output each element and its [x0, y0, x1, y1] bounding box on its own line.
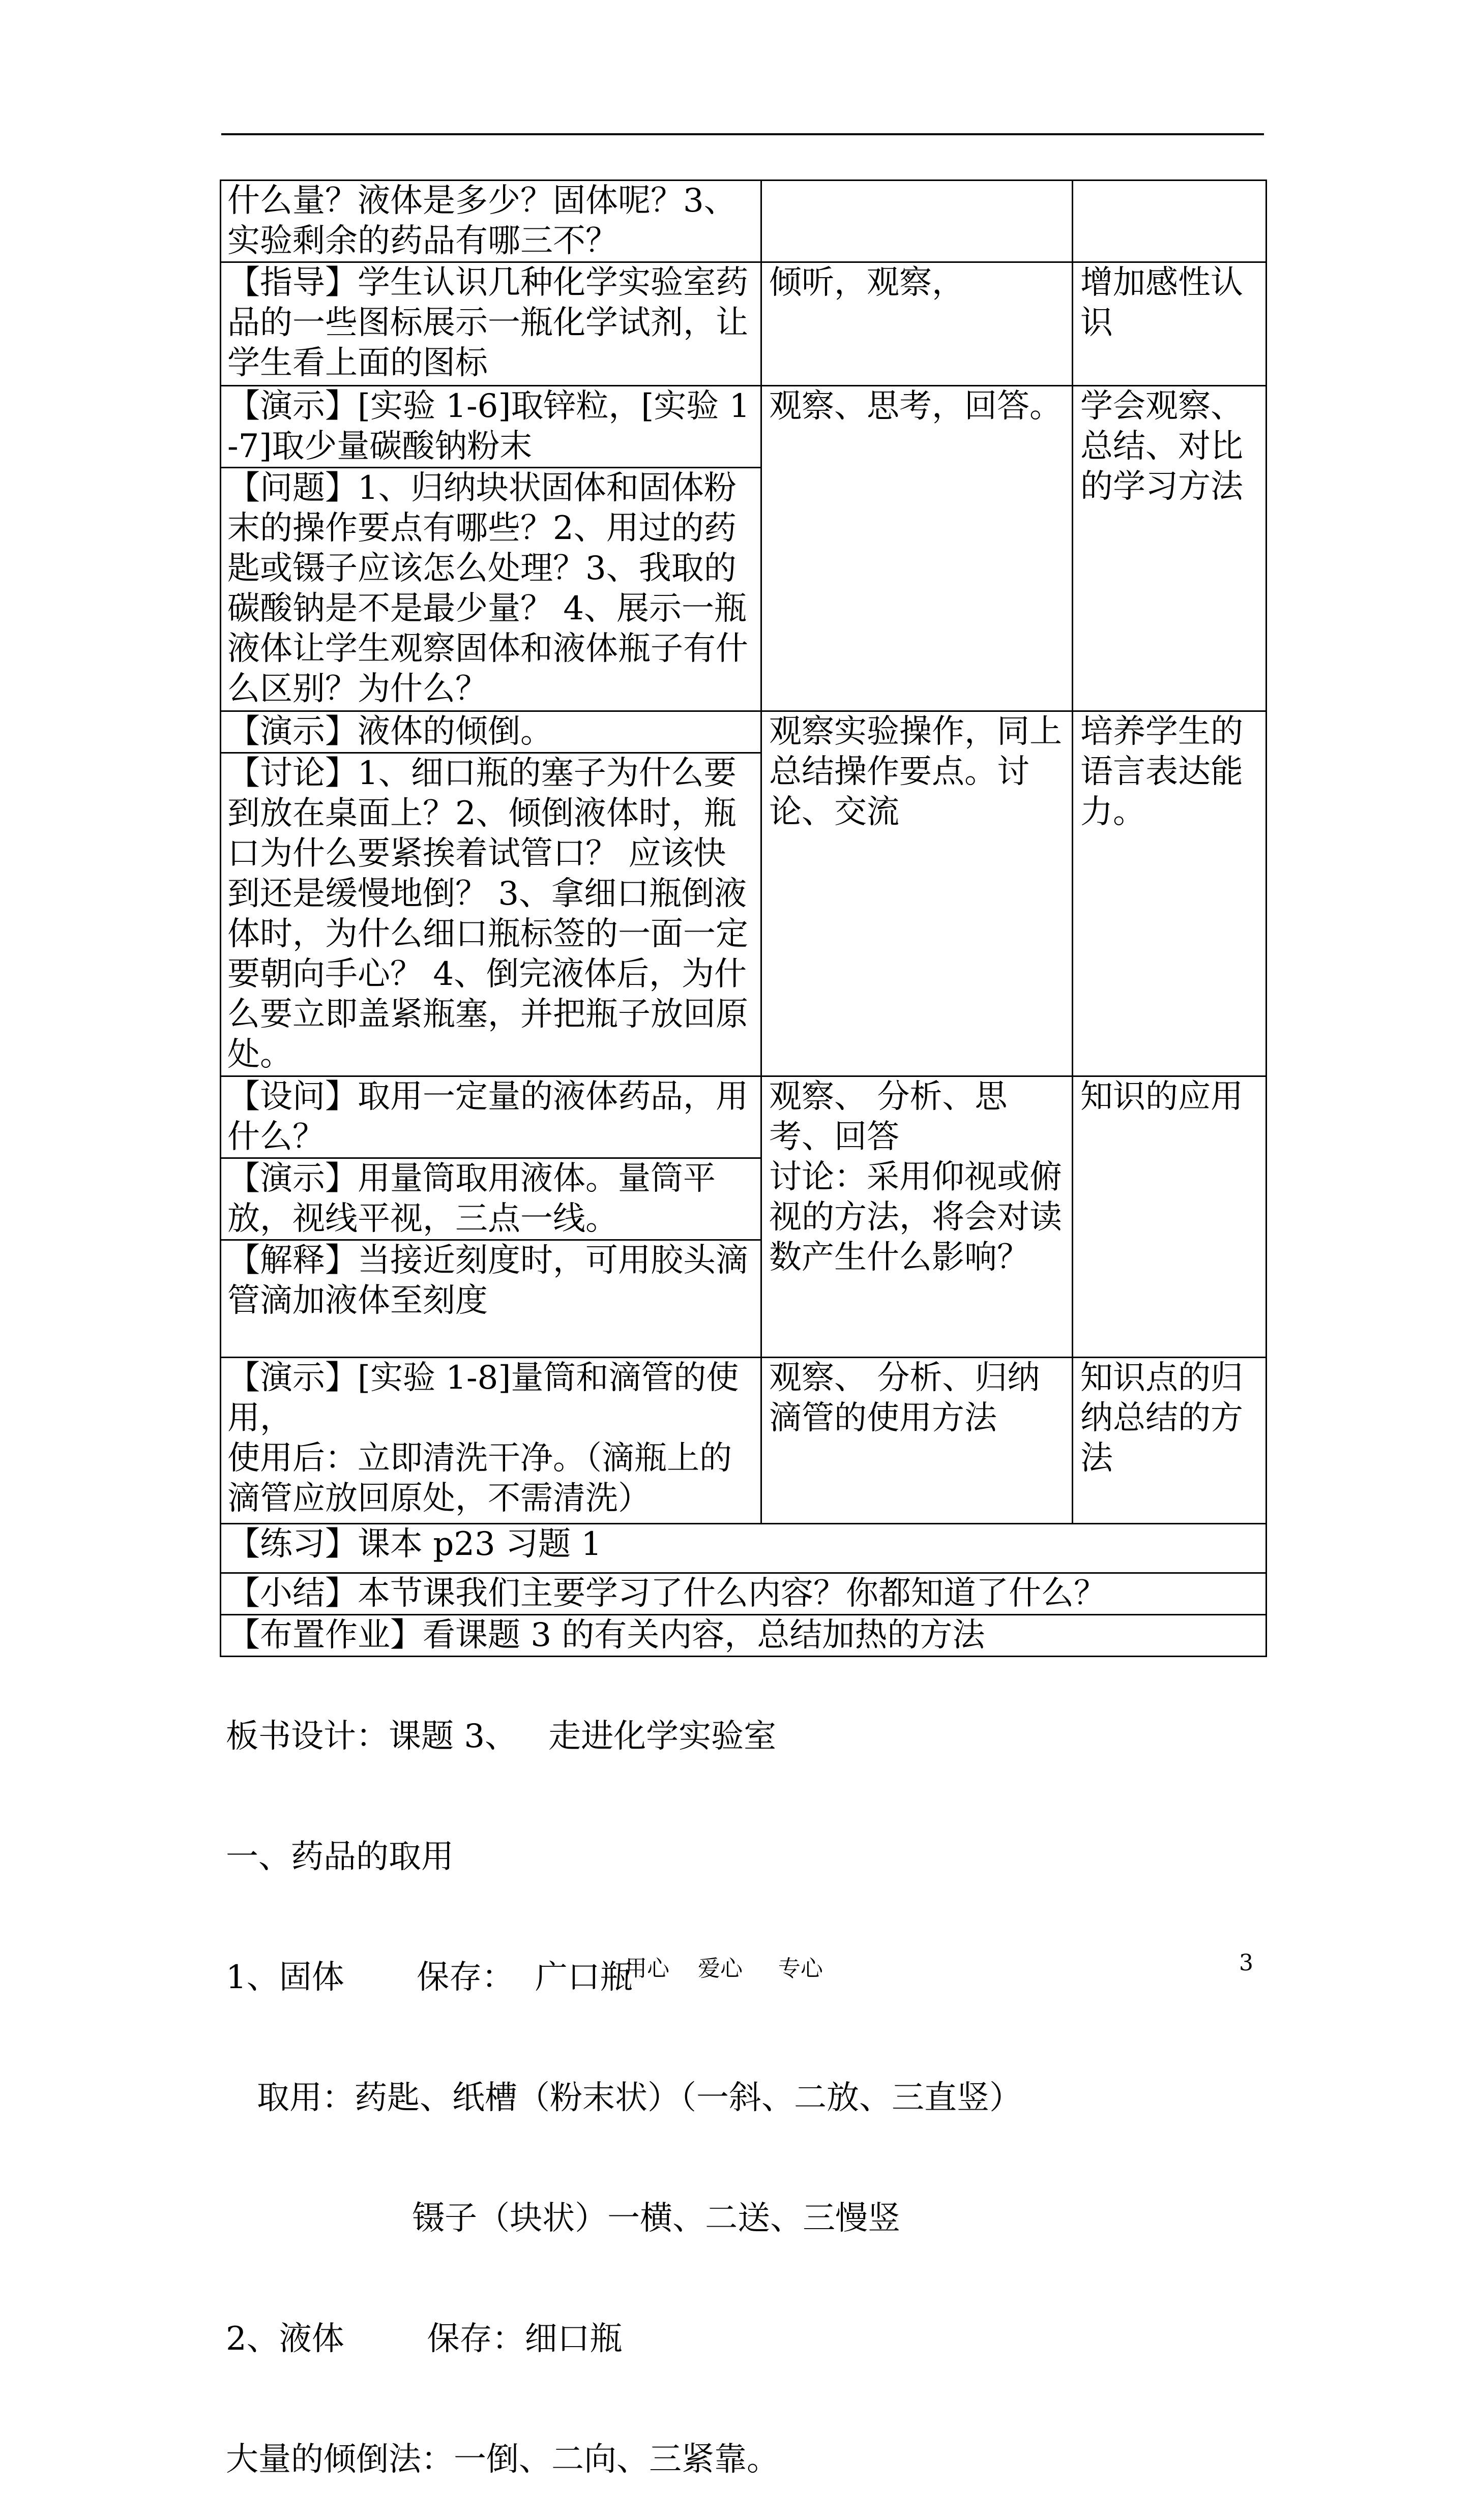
lesson-plan-table — [220, 179, 1267, 1657]
student-activity-cell — [761, 262, 1073, 386]
student-activity-cell — [761, 1358, 1073, 1524]
cell-text: 观察实验操作，同上总结操作要点。讨论、交流 — [769, 713, 1062, 831]
board-line: 大量的倾倒法：一倒、二向、三紧靠。 — [226, 2441, 779, 2478]
cell-text: 培养学生的语言表达能力。 — [1080, 713, 1243, 831]
cell-text: 讨论：采用仰视或俯视的方法，将会对读数产生什么影响？ — [769, 1158, 1062, 1276]
board-line: 镊子（块状）一横、二送、三慢竖 — [226, 2200, 901, 2237]
student-activity-cell — [761, 711, 1073, 1076]
design-intent-cell — [1073, 1076, 1267, 1358]
cell-text: 使用后：立即清洗干净。（滴瓶上的滴管应放回原处，不需清洗） — [227, 1439, 732, 1517]
board-line: 一、药品的取用 — [226, 1838, 454, 1876]
cell-text: 什么量？液体是多少？固体呢？3、实验剩余的药品有哪三不？ — [227, 182, 737, 260]
cell-text: 观察、 分析、思考、回答 — [769, 1078, 1008, 1156]
footer-motto: 用心 爱心 专心 — [625, 1956, 823, 1982]
cell-text: 【讨论】1、细口瓶的塞子为什么要到放在桌面上？2、倾倒液体时，瓶口为什么要紧挨着试管口？ 应该快到还是缓慢地倒？ 3、拿细口瓶倒液体时，为什么细口瓶标签的一面一定要朝向手心？ 4、倒完液体后，为什么要立即盖紧瓶塞，并把瓶子放回原处。 — [221, 752, 760, 1075]
teacher-activity-cell — [221, 1358, 761, 1524]
board-line: 取用：药匙、纸槽（粉末状）（一斜、二放、三直竖） — [226, 2079, 1022, 2117]
student-activity-cell — [761, 181, 1073, 262]
header-rule — [221, 133, 1264, 135]
cell-text: 【设问】取用一定量的液体药品，用什么？ — [227, 1078, 748, 1156]
cell-text: 【解释】当接近刻度时，可用胶头滴管滴加液体至刻度 — [221, 1239, 760, 1321]
full-width-cell — [221, 1573, 1267, 1615]
cell-text: 【问题】1、归纳块状固体和固体粉末的操作要点有哪些？2、用过的药匙或镊子应该怎么处理？3、我取的碳酸钠是不是最少量？ 4、展示一瓶液体让学生观察固体和液体瓶子有什么区别？为什么？ — [221, 467, 760, 709]
design-intent-cell — [1073, 386, 1267, 711]
cell-text: 【演示】[实验 1-8]量筒和滴管的使用， — [227, 1359, 739, 1437]
cell-text: 【布置作业】看课题 3 的有关内容，总结加热的方法 — [227, 1616, 985, 1654]
cell-text: 知识点的归纳总结的方法 — [1080, 1359, 1243, 1477]
cell-text: 【小结】本节课我们主要学习了什么内容？你都知道了什么？ — [227, 1575, 1106, 1612]
table-row — [221, 1358, 1267, 1524]
design-intent-cell — [1073, 1358, 1267, 1524]
teacher-activity-cell — [221, 262, 761, 386]
table-row — [221, 262, 1267, 386]
teacher-activity-cell — [221, 1076, 761, 1358]
cell-text: 【演示】用量筒取用液体。量筒平放，视线平视，三点一线。 — [221, 1157, 760, 1239]
cell-text: 【练习】课本 p23 习题 1 — [227, 1525, 602, 1563]
board-line: 1、固体 保存： 广口瓶 — [226, 1959, 633, 1996]
cell-text: 观察、 分析、归纳滴管的使用方法 — [769, 1359, 1040, 1437]
design-intent-cell — [1073, 711, 1267, 1076]
cell-text: 【指导】学生认识几种化学实验室药品的一些图标展示一瓶化学试剂，让学生看上面的图标 — [227, 264, 748, 382]
table-row — [221, 181, 1267, 262]
cell-text: 知识的应用 — [1080, 1078, 1243, 1116]
teacher-activity-cell — [221, 181, 761, 262]
design-intent-cell — [1073, 262, 1267, 386]
student-activity-cell — [761, 386, 1073, 711]
board-line: 板书设计：课题 3、 走进化学实验室 — [226, 1718, 777, 1755]
cell-text: 增加感性认识 — [1080, 264, 1243, 342]
table-row — [221, 1524, 1267, 1573]
teacher-activity-cell — [221, 386, 761, 711]
table-row — [221, 1076, 1267, 1358]
teacher-activity-cell — [221, 711, 761, 1076]
student-activity-cell — [761, 1076, 1073, 1358]
full-width-cell — [221, 1524, 1267, 1573]
cell-text: 学会观察、总结、对比的学习方法 — [1080, 387, 1243, 505]
table-row — [221, 711, 1267, 1076]
board-line: 2、液体 保存：细口瓶 — [226, 2320, 623, 2358]
cell-text: 倾听，观察， — [769, 264, 964, 302]
table-row — [221, 1573, 1267, 1615]
page-number: 3 — [1239, 1950, 1253, 1976]
design-intent-cell — [1073, 181, 1267, 262]
cell-text: 【演示】液体的倾倒。 — [227, 713, 553, 751]
board-design — [226, 1636, 1269, 2520]
table-row — [221, 386, 1267, 711]
cell-text: 【演示】[实验 1-6]取锌粒，[实验 1-7]取少量碳酸钠粉末 — [227, 387, 750, 465]
cell-text: 观察、思考，回答。 — [769, 387, 1062, 425]
